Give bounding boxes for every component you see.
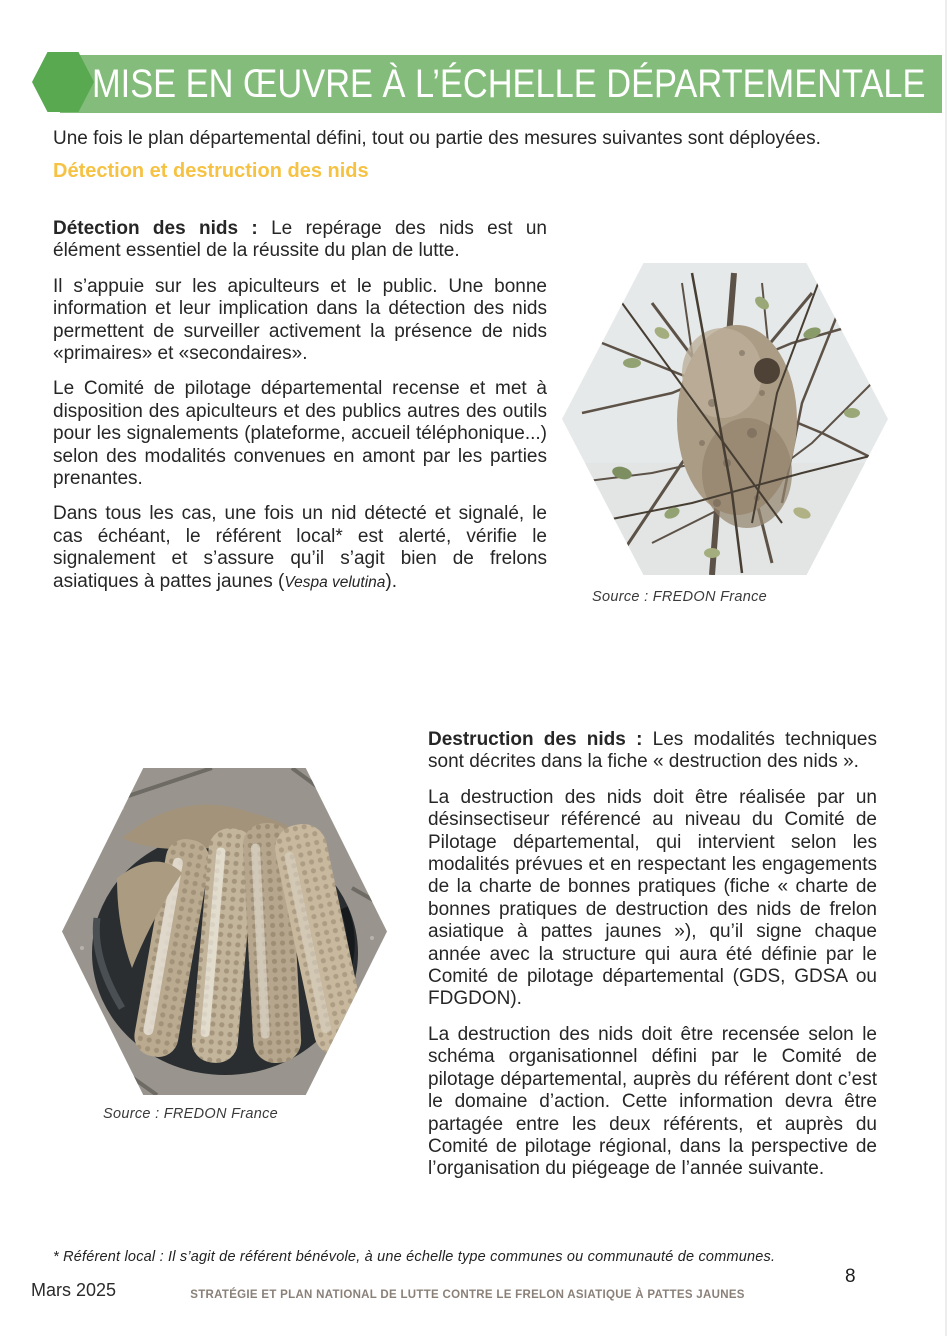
footer-date: Mars 2025: [31, 1280, 117, 1300]
paragraph-text: ).: [385, 570, 398, 592]
paragraph: Le Comité de pilotage départemental recense et met à disposition des apiculteurs et des publics autres des outils pour les signalements (plateforme, accueil téléphonique...) selon des modalités convenues en amont par les parties prenantes.: [53, 378, 547, 490]
paragraph: La destruction des nids doit être réalisée par un désinsectiseur référencé au niveau du Comité de Pilotage départemental, qui intervient selon les modalités prévues et en respectant les engagements de la charte de bonnes pratiques (fiche « charte de bonnes pratiques de destruction des nids de frelon asiatique à pattes jaunes »), qu’il signe chaque année avec la structure qui aura été définie par le Comité de pilotage départemental (GDS, GDSA ou FDGDON).: [428, 786, 877, 1010]
section-heading: Détection et destruction des nids: [53, 160, 369, 182]
paragraph: Il s’appuie sur les apiculteurs et le public. Une bonne information et leur implication dans la détection des nids permettent de surveiller activement la présence de nids «primaires» et «secondaires».: [53, 275, 547, 365]
species-name: Vespa velutina: [284, 573, 386, 591]
paragraph: La destruction des nids doit être recensée selon le schéma organisationnel défini par le Comité de pilotage départemental, auprès du référent dont c’est le domaine d’action. Cette information devra être partagée entre les deux référents, et auprès du Comité de pilotage régional, dans la perspective de l’organisation du piégeage de l’année suivante.: [428, 1023, 877, 1180]
nest-in-tree-illustration: [562, 263, 888, 575]
lead-label: Détection des nids :: [53, 218, 258, 239]
paragraph-text: Dans tous les cas, une fois un nid détecté et signalé, le cas échéant, le référent local* est alerté, vérifie le signalement et s’assure qu’il s’agit bien de frelons asiatiques à pattes jaunes (: [53, 503, 547, 592]
paragraph-destruction-lead: [428, 729, 877, 774]
photo-caption: Source : FREDON France: [592, 589, 768, 605]
footnote: * Référent local : Il s’agit de référent bénévole, à une échelle type communes ou communauté de communes.: [53, 1249, 776, 1265]
intro-text: Une fois le plan départemental défini, tout ou partie des mesures suivantes sont déployées.: [53, 128, 821, 149]
page-edge-line: [945, 0, 947, 1336]
nest-shadow: [702, 418, 792, 528]
paragraph-detection-lead: [53, 218, 547, 263]
paragraph-with-species: [53, 503, 547, 594]
destruction-column: [428, 729, 877, 1194]
page-number: 8: [845, 1266, 856, 1287]
lead-text: Le repérage des nids est un élément essentiel de la réussite du plan de lutte.: [53, 218, 547, 262]
detection-column: [53, 218, 547, 607]
page-title: MISE EN ŒUVRE À L’ÉCHELLE DÉPARTEMENTALE: [92, 61, 926, 106]
lead-label: Destruction des nids :: [428, 729, 643, 750]
nest-combs-photo: [62, 768, 387, 1095]
footer-document-title: STRATÉGIE ET PLAN NATIONAL DE LUTTE CONTRE LE FRELON ASIATIQUE À PATTES JAUNES: [190, 1289, 745, 1301]
photo-caption: Source : FREDON France: [103, 1106, 279, 1122]
nest-entrance: [754, 358, 780, 384]
nest-combs-illustration: [62, 768, 387, 1095]
nest-highlight: [682, 328, 762, 418]
nest-in-tree-photo: [562, 263, 888, 575]
lead-text: Les modalités techniques sont décrites dans la fiche « destruction des nids ».: [428, 729, 878, 773]
